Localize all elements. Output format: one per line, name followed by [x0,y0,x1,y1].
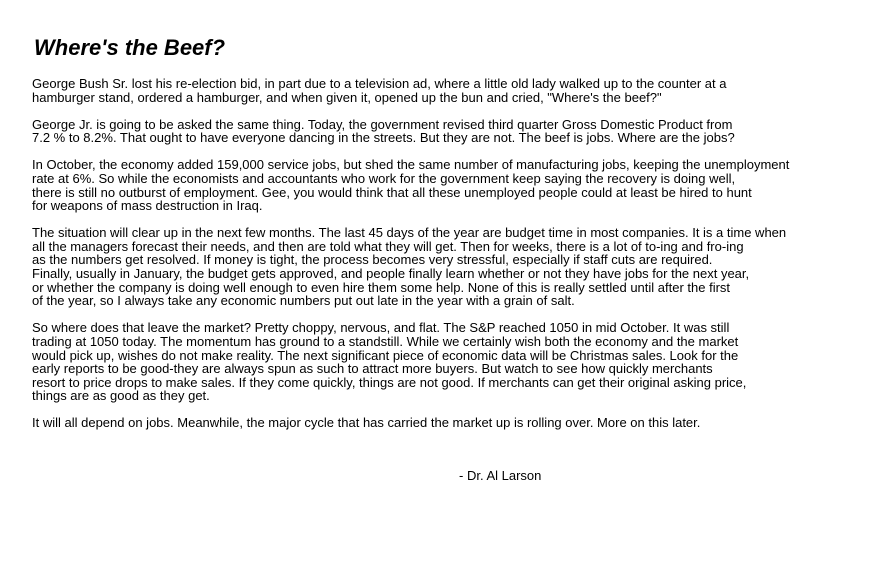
paragraph-line: rate at 6%. So while the economists and accountants who work for the government keep saying the recovery is doing well, [32,170,736,186]
paragraph-line: for weapons of mass destruction in Iraq. [32,198,263,214]
paragraph-line: trading at 1050 today. The momentum has ground to a standstill. While we certainly wish both the economy and the market [32,333,739,349]
paragraph-line: of the year, so I always take any economic numbers put out late in the year with a grain of salt. [32,293,575,309]
paragraph-5 [32,321,872,403]
paragraph-line: would pick up, wishes do not make reality. The next significant piece of economic data will be Christmas sales. Look for the [32,347,739,363]
paragraph-6 [32,416,872,430]
author-signature: - Dr. Al Larson [459,468,542,483]
paragraph-4 [32,226,872,308]
paragraph-line: resort to price drops to make sales. If they come quickly, things are not good. If merchants can get their original asking price, [32,374,747,390]
paragraph-line: In October, the economy added 159,000 service jobs, but shed the same number of manufacturing jobs, keeping the unemployment [32,157,790,173]
paragraph-line: So where does that leave the market? Pretty choppy, nervous, and flat. The S&P reached 1050 in mid October. It was still [32,320,730,336]
paragraph-line: 7.2 % to 8.2%. That ought to have everyone dancing in the streets. But they are not. The beef is jobs. Where are the jobs? [32,130,735,146]
paragraph-line: George Bush Sr. lost his re-election bid, in part due to a television ad, where a little old lady walked up to the counter at a [32,76,727,91]
paragraph-line: Finally, usually in January, the budget gets approved, and people finally learn whether or not they have jobs for the next year, [32,266,750,282]
paragraph-line: things are as good as they get. [32,388,210,404]
article-title: Where's the Beef? [34,35,226,60]
paragraph-1 [32,77,872,104]
paragraph-line: hamburger stand, ordered a hamburger, and when given it, opened up the bun and cried, "Where's the beef?" [32,89,662,105]
paragraph-line: George Jr. is going to be asked the same thing. Today, the government revised third quarter Gross Domestic Product from [32,116,733,132]
paragraph-line: as the numbers get resolved. If money is tight, the process becomes very stressful, especially if staff cuts are required. [32,252,713,268]
paragraph-line: or whether the company is doing well enough to even hire them some help. None of this is really settled until after the first [32,279,731,295]
paragraph-2 [32,118,872,145]
paragraph-line: early reports to be good-they are always spun as such to attract more buyers. But watch to see how quickly merchants [32,361,713,377]
paragraph-line: It will all depend on jobs. Meanwhile, the major cycle that has carried the market up is rolling over. More on this later. [32,415,701,431]
paragraph-line: there is still no outburst of employment. Gee, you would think that all these unemployed people could at least be hired to hunt [32,184,752,200]
paragraph-line: all the managers forecast their needs, and then are told what they will get. Then for weeks, there is a lot of to-ing and fro-ing [32,238,744,254]
paragraph-3 [32,158,872,212]
paragraph-line: The situation will clear up in the next few months. The last 45 days of the year are budget time in most companies. It is a time when [32,225,787,241]
article [32,34,872,443]
